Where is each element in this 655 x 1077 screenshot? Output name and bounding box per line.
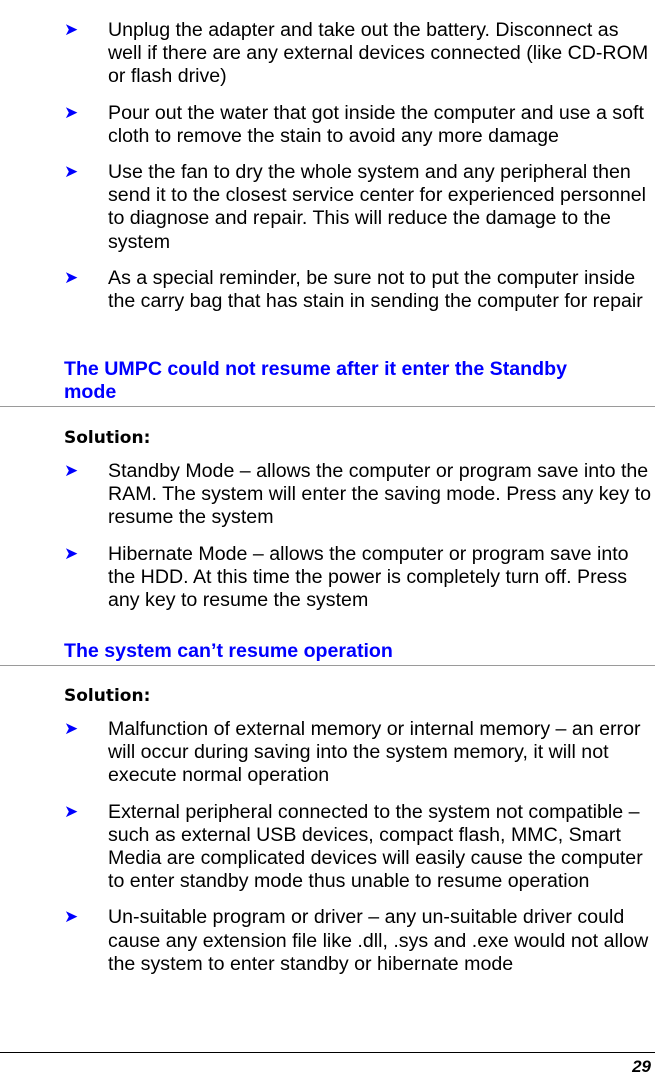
arrow-bullet-icon: ➤	[64, 719, 79, 739]
arrow-bullet-icon: ➤	[64, 801, 79, 822]
bullet-text: Malfunction of external memory or internal memory – an error will occur during saving into the system memory, it will not execute normal operation	[108, 718, 641, 787]
footer-divider	[0, 1052, 655, 1053]
bullet-text: Standby Mode – allows the computer or program save into the RAM. The system will enter the saving mode. Press any key to resume the system	[108, 460, 652, 529]
bullet-text: Hibernate Mode – allows the computer or program save into the HDD. At this time the power is completely turn off. Press any key to resume the system	[108, 542, 629, 612]
bullet-text: Un-suitable program or driver – any un-suitable driver could cause any extension file like .dll, .sys and .exe would not allow the system to enter standby or hibernate mode	[108, 906, 649, 975]
solution-bullet-list	[0, 460, 655, 612]
arrow-bullet-icon: ➤	[64, 907, 79, 928]
section-standby	[0, 358, 655, 625]
section-heading: The UMPC could not resume after it enter the Standby mode	[64, 358, 567, 403]
list-item	[0, 718, 655, 788]
intro-bullet-list	[0, 19, 655, 326]
page-number: 29	[632, 1057, 651, 1076]
solution-label: Solution:	[64, 686, 151, 706]
bullet-text: As a special reminder, be sure not to put the computer inside the carry bag that has stain in sending the computer for repair	[108, 266, 643, 313]
bullet-text: Pour out the water that got inside the computer and use a soft cloth to remove the stain to avoid any more damage	[108, 101, 644, 147]
heading-divider	[0, 665, 655, 666]
bullet-text: Use the fan to dry the whole system and any peripheral then send it to the closest service center for experienced personnel to diagnose and repair. This will reduce the damage to the system	[108, 161, 647, 253]
arrow-bullet-icon: ➤	[64, 543, 79, 564]
solution-label: Solution:	[64, 428, 151, 448]
list-item	[0, 161, 655, 254]
arrow-bullet-icon: ➤	[64, 461, 79, 481]
list-item	[0, 906, 655, 976]
arrow-bullet-icon: ➤	[64, 162, 79, 183]
list-item	[0, 19, 655, 89]
arrow-bullet-icon: ➤	[64, 267, 79, 288]
section-heading: The system can’t resume operation	[64, 640, 393, 662]
list-item	[0, 267, 655, 313]
list-item	[0, 801, 655, 894]
section-resume	[0, 640, 655, 989]
list-item	[0, 543, 655, 613]
arrow-bullet-icon: ➤	[64, 102, 79, 123]
solution-bullet-list	[0, 718, 655, 976]
arrow-bullet-icon: ➤	[64, 20, 79, 40]
list-item	[0, 102, 655, 148]
bullet-text: Unplug the adapter and take out the battery. Disconnect as well if there are any external devices connected (like CD-ROM or flash drive)	[108, 19, 649, 88]
heading-divider	[0, 406, 655, 407]
list-item	[0, 460, 655, 530]
bullet-text: External peripheral connected to the system not compatible – such as external USB devices, compact flash, MMC, Smart Media are complicated devices will easily cause the computer to enter standby mode thus unable to resume operation	[108, 800, 643, 893]
